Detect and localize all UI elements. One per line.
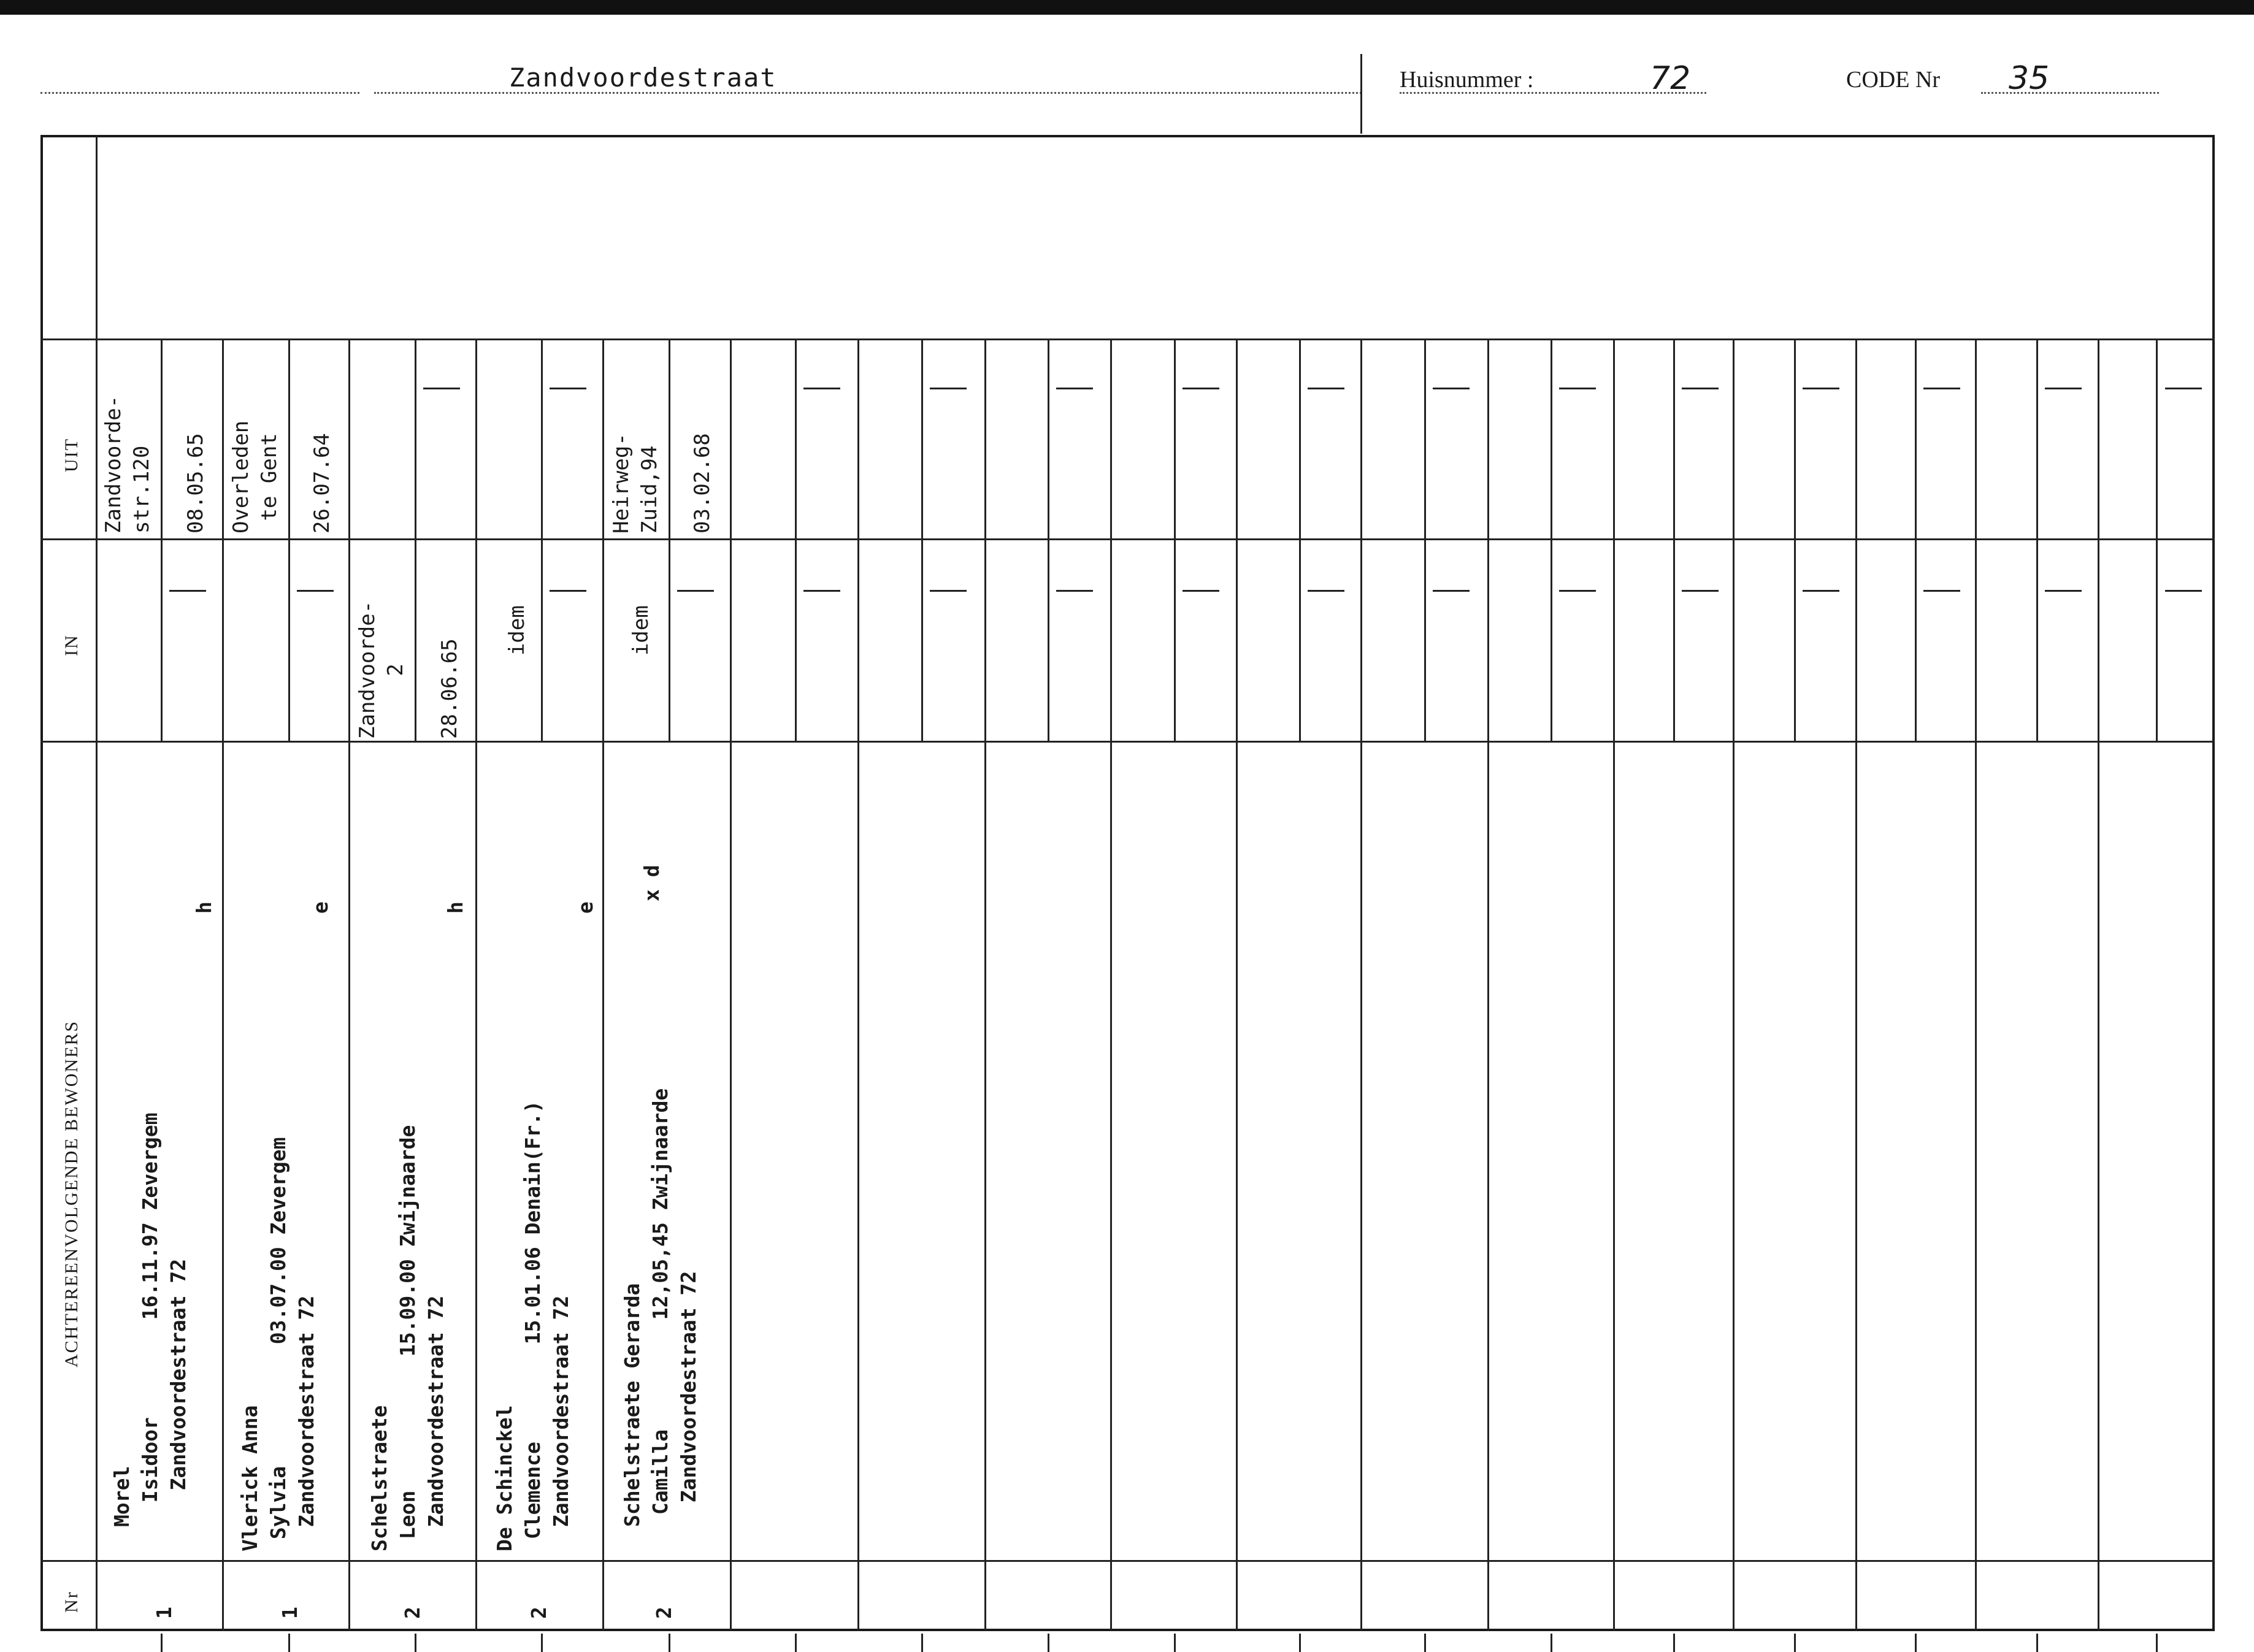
empty-dash	[550, 388, 586, 389]
empty-dash	[2045, 388, 2082, 389]
resident-4-in-place: idem	[505, 605, 529, 681]
sub-column-divider	[1424, 338, 1426, 741]
sub-column-divider	[288, 338, 290, 741]
column-divider	[348, 338, 350, 1631]
resident-5-in-place: idem	[629, 605, 653, 681]
empty-dash	[1559, 388, 1596, 389]
code-dotted-line	[1981, 92, 2159, 94]
sub-column-divider	[1299, 338, 1301, 741]
sub-column-divider	[1174, 338, 1176, 741]
resident-2-uit-place: Overleden te Gent	[229, 420, 282, 533]
empty-dash	[169, 590, 206, 592]
column-divider	[2098, 338, 2099, 1631]
bottom-tick	[1424, 1634, 1426, 1652]
resident-5-uit-place: Heirweg- Zuid,94	[609, 433, 662, 533]
resident-2-details: Vlerick Anna Sylvia 03.07.00 Zevergem Zandvoordestraat 72	[238, 1137, 318, 1551]
resident-3-in-place: Zandvoorde- 2	[355, 600, 408, 739]
code-label: CODE Nr	[1846, 67, 1941, 93]
sub-column-divider	[541, 338, 543, 741]
bottom-tick	[161, 1634, 163, 1652]
bottom-tick	[541, 1634, 543, 1652]
resident-5-nr: 2	[652, 1607, 676, 1619]
scan-top-edge	[0, 0, 2254, 15]
street-name: Zandvoordestraat	[509, 63, 777, 93]
resident-3-nr: 2	[401, 1607, 424, 1619]
empty-dash	[803, 590, 840, 592]
resident-5-mark: x d	[640, 865, 664, 901]
resident-3-details: Schelstraete Leon 15.09.00 Zwijnaarde Zandvoordestraat 72	[367, 1125, 448, 1551]
sub-column-divider	[1915, 338, 1917, 741]
divider-bewoners-nr	[40, 1560, 2215, 1562]
bottom-tick	[669, 1634, 670, 1652]
column-divider	[1855, 338, 1857, 1631]
resident-1-nr: 1	[152, 1607, 176, 1619]
resident-5-uit-date: 03.02.68	[690, 433, 715, 533]
label-column-divider	[96, 135, 98, 1631]
empty-dash	[1308, 590, 1344, 592]
resident-2-nr: 1	[278, 1607, 302, 1619]
empty-dash	[930, 388, 967, 389]
empty-dash	[1308, 388, 1344, 389]
resident-1-uit-date: 08.05.65	[183, 433, 208, 533]
header-dotted-line	[40, 92, 359, 94]
label-in: IN	[61, 634, 82, 656]
empty-dash	[1923, 590, 1960, 592]
column-divider	[222, 338, 224, 1631]
column-divider	[1110, 338, 1112, 1631]
empty-dash	[1433, 590, 1470, 592]
empty-dash	[1682, 590, 1719, 592]
empty-dash	[1923, 388, 1960, 389]
column-divider	[602, 338, 604, 1631]
empty-dash	[2165, 590, 2202, 592]
column-divider	[984, 338, 986, 1631]
sub-column-divider	[669, 338, 670, 741]
bottom-tick	[1174, 1634, 1176, 1652]
column-divider	[1733, 338, 1735, 1631]
sub-column-divider	[1794, 338, 1796, 741]
empty-dash	[1183, 590, 1219, 592]
resident-3-in-date: 28.06.65	[437, 638, 462, 739]
resident-3-mark: h	[443, 901, 467, 914]
sub-column-divider	[1048, 338, 1049, 741]
bottom-tick	[921, 1634, 923, 1652]
sub-column-divider	[795, 338, 797, 741]
bottom-tick	[795, 1634, 797, 1652]
sub-column-divider	[2156, 338, 2158, 741]
bottom-tick	[288, 1634, 290, 1652]
empty-dash	[2045, 590, 2082, 592]
divider-in-bewoners	[40, 741, 2215, 743]
sub-column-divider	[1673, 338, 1675, 741]
empty-dash	[1056, 590, 1093, 592]
resident-5-details: Schelstraete Gerarda Camilla 12,05,45 Zwijnaarde Zandvoordestraat 72	[620, 1088, 700, 1527]
label-uit: UIT	[61, 438, 82, 472]
divider-uit-top	[40, 338, 2215, 340]
column-divider	[1975, 338, 1977, 1631]
bottom-tick	[415, 1634, 416, 1652]
resident-2-uit-date: 26.07.64	[310, 433, 334, 533]
bottom-tick	[1794, 1634, 1796, 1652]
label-nr: Nr	[61, 1591, 82, 1613]
empty-dash	[423, 388, 460, 389]
bottom-tick	[1299, 1634, 1301, 1652]
resident-4-nr: 2	[527, 1607, 551, 1619]
column-divider	[857, 338, 859, 1631]
empty-dash	[1803, 590, 1839, 592]
resident-1-mark: h	[192, 901, 216, 914]
empty-dash	[1433, 388, 1470, 389]
sub-column-divider	[2036, 338, 2038, 741]
column-divider	[1613, 338, 1615, 1631]
empty-dash	[297, 590, 334, 592]
divider-uit-in	[40, 538, 2215, 540]
column-divider	[1487, 338, 1489, 1631]
empty-dash	[550, 590, 586, 592]
empty-dash	[1183, 388, 1219, 389]
code-value: 35	[2009, 60, 2050, 97]
bottom-tick	[1915, 1634, 1917, 1652]
sub-column-divider	[415, 338, 416, 741]
empty-dash	[930, 590, 967, 592]
sub-column-divider	[161, 338, 163, 741]
empty-dash	[677, 590, 714, 592]
column-divider	[730, 338, 732, 1631]
bottom-tick	[2156, 1634, 2158, 1652]
sub-column-divider	[1551, 338, 1552, 741]
bottom-tick	[1673, 1634, 1675, 1652]
resident-1-uit-place: Zandvoorde- str.120	[101, 395, 154, 533]
bottom-tick	[2036, 1634, 2038, 1652]
column-divider	[475, 338, 477, 1631]
column-divider	[1236, 338, 1238, 1631]
resident-4-details: De Schinckel Clemence 15.01.06 Denain(Fr.) Zandvoordestraat 72	[493, 1100, 573, 1551]
label-bewoners: ACHTEREENVOLGENDE BEWONERS	[61, 1020, 82, 1367]
empty-dash	[1803, 388, 1839, 389]
house-number-value: 72	[1650, 60, 1691, 97]
column-divider	[1360, 338, 1362, 1631]
bottom-tick	[1048, 1634, 1049, 1652]
empty-dash	[803, 388, 840, 389]
empty-dash	[2165, 388, 2202, 389]
sub-column-divider	[921, 338, 923, 741]
empty-dash	[1682, 388, 1719, 389]
resident-2-mark: e	[309, 901, 332, 914]
resident-4-mark: e	[573, 901, 597, 914]
bottom-tick	[1551, 1634, 1552, 1652]
house-number-label: Huisnummer :	[1400, 67, 1534, 93]
header-divider	[1360, 54, 1362, 134]
empty-dash	[1559, 590, 1596, 592]
resident-1-details: Morel Isidoor 16.11.97 Zevergem Zandvoordestraat 72	[110, 1112, 190, 1527]
empty-dash	[1056, 388, 1093, 389]
